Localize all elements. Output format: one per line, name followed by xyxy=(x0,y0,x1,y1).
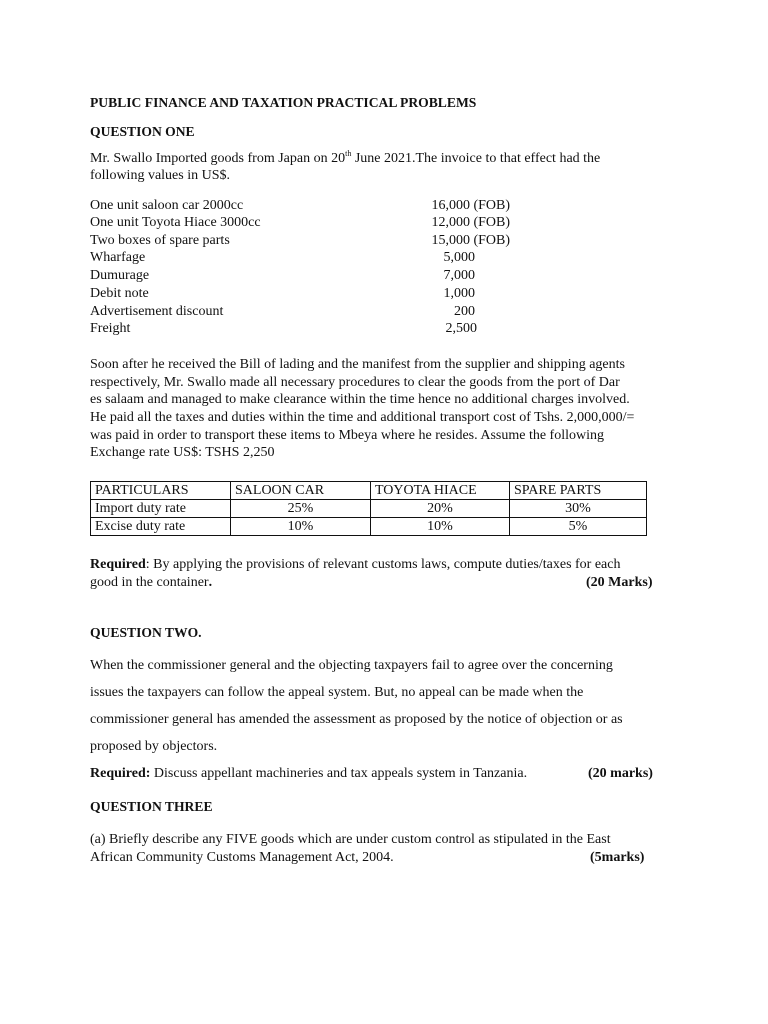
paragraph-line: was paid in order to transport these items to Mbeya where he resides. Assume the following xyxy=(90,428,604,443)
document-title: PUBLIC FINANCE AND TAXATION PRACTICAL PROBLEMS xyxy=(90,95,477,110)
paragraph-line: issues the taxpayers can follow the appeal system. But, no appeal can be made when the xyxy=(90,685,584,700)
table-header-row xyxy=(91,482,647,500)
invoice-item-value: 1,000 xyxy=(443,286,475,301)
paragraph-line: Exchange rate US$: TSHS 2,250 xyxy=(90,445,275,460)
table-cell: 20% xyxy=(371,500,510,518)
invoice-item xyxy=(90,267,475,285)
question-two-required: Required: Discuss appellant machineries and tax appeals system in Tanzania. xyxy=(90,766,528,781)
table-cell: 5% xyxy=(510,518,647,536)
invoice-item-value: 16,000 (FOB) xyxy=(431,198,510,213)
invoice-item-label: One unit saloon car 2000cc xyxy=(90,198,244,213)
table-header-cell: PARTICULARS xyxy=(91,482,231,500)
question-one-intro-line2: following values in US$. xyxy=(90,168,230,183)
question-three-part-a-line2: African Community Customs Management Act, 2004. xyxy=(90,850,394,865)
paragraph-line: commissioner general has amended the assessment as proposed by the notice of objection or as xyxy=(90,712,623,727)
invoice-item xyxy=(90,249,475,267)
invoice-item-value: 12,000 (FOB) xyxy=(431,215,510,230)
question-one-intro-line1: Mr. Swallo Imported goods from Japan on 20th June 2021.The invoice to that effect had the xyxy=(90,149,601,166)
invoice-item-label: One unit Toyota Hiace 3000cc xyxy=(90,215,261,230)
question-three-part-a-line1: (a) Briefly describe any FIVE goods which are under custom control as stipulated in the East xyxy=(90,832,611,847)
invoice-item xyxy=(90,232,510,250)
question-one-required-line2: good in the container. xyxy=(90,575,213,590)
invoice-item-value: 15,000 (FOB) xyxy=(431,233,510,248)
table-header-cell: SALOON CAR xyxy=(231,482,371,500)
invoice-item-value: 2,500 xyxy=(445,321,477,336)
table-cell: 10% xyxy=(371,518,510,536)
question-one-required-line1: Required: By applying the provisions of relevant customs laws, compute duties/taxes for each xyxy=(90,557,621,572)
table-cell: Excise duty rate xyxy=(91,518,231,536)
table-header-cell: TOYOTA HIACE xyxy=(371,482,510,500)
required-label: Required: xyxy=(90,766,151,781)
rates-table xyxy=(90,481,647,536)
paragraph-line: proposed by objectors. xyxy=(90,739,218,754)
invoice-item-value: 200 xyxy=(454,304,475,319)
invoice-item xyxy=(90,320,477,338)
table-cell: Import duty rate xyxy=(91,500,231,518)
question-one-heading: QUESTION ONE xyxy=(90,124,195,139)
question-two-heading: QUESTION TWO. xyxy=(90,625,202,640)
question-two-marks: (20 marks) xyxy=(588,766,653,781)
table-row xyxy=(91,518,647,536)
invoice-item xyxy=(90,303,475,321)
table-header-cell: SPARE PARTS xyxy=(510,482,647,500)
table-cell: 30% xyxy=(510,500,647,518)
superscript-th: th xyxy=(345,149,352,158)
question-three-heading: QUESTION THREE xyxy=(90,799,213,814)
invoice-item xyxy=(90,285,475,303)
invoice-item-label: Two boxes of spare parts xyxy=(90,233,230,248)
paragraph-line: es salaam and managed to make clearance within the time hence no additional charges involved. xyxy=(90,392,630,407)
invoice-item-value: 5,000 xyxy=(443,250,475,265)
paragraph-line: Soon after he received the Bill of lading and the manifest from the supplier and shipping agents xyxy=(90,357,625,372)
paragraph-line: He paid all the taxes and duties within the time and additional transport cost of Tshs. 2,000,000/= xyxy=(90,410,635,425)
invoice-item xyxy=(90,214,510,232)
invoice-item-label: Wharfage xyxy=(90,250,146,265)
invoice-item-value: 7,000 xyxy=(443,268,475,283)
invoice-item-label: Freight xyxy=(90,321,131,336)
table-row xyxy=(91,500,647,518)
question-three-marks: (5marks) xyxy=(590,850,645,865)
required-label: Required xyxy=(90,557,146,572)
paragraph-line: respectively, Mr. Swallo made all necessary procedures to clear the goods from the port of Dar xyxy=(90,375,620,390)
invoice-item-label: Debit note xyxy=(90,286,149,301)
paragraph-line: When the commissioner general and the objecting taxpayers fail to agree over the concerning xyxy=(90,658,613,673)
table-cell: 10% xyxy=(231,518,371,536)
invoice-item-label: Dumurage xyxy=(90,268,150,283)
invoice-item xyxy=(90,197,510,215)
invoice-item-label: Advertisement discount xyxy=(90,304,224,319)
table-cell: 25% xyxy=(231,500,371,518)
question-one-marks: (20 Marks) xyxy=(586,575,653,590)
